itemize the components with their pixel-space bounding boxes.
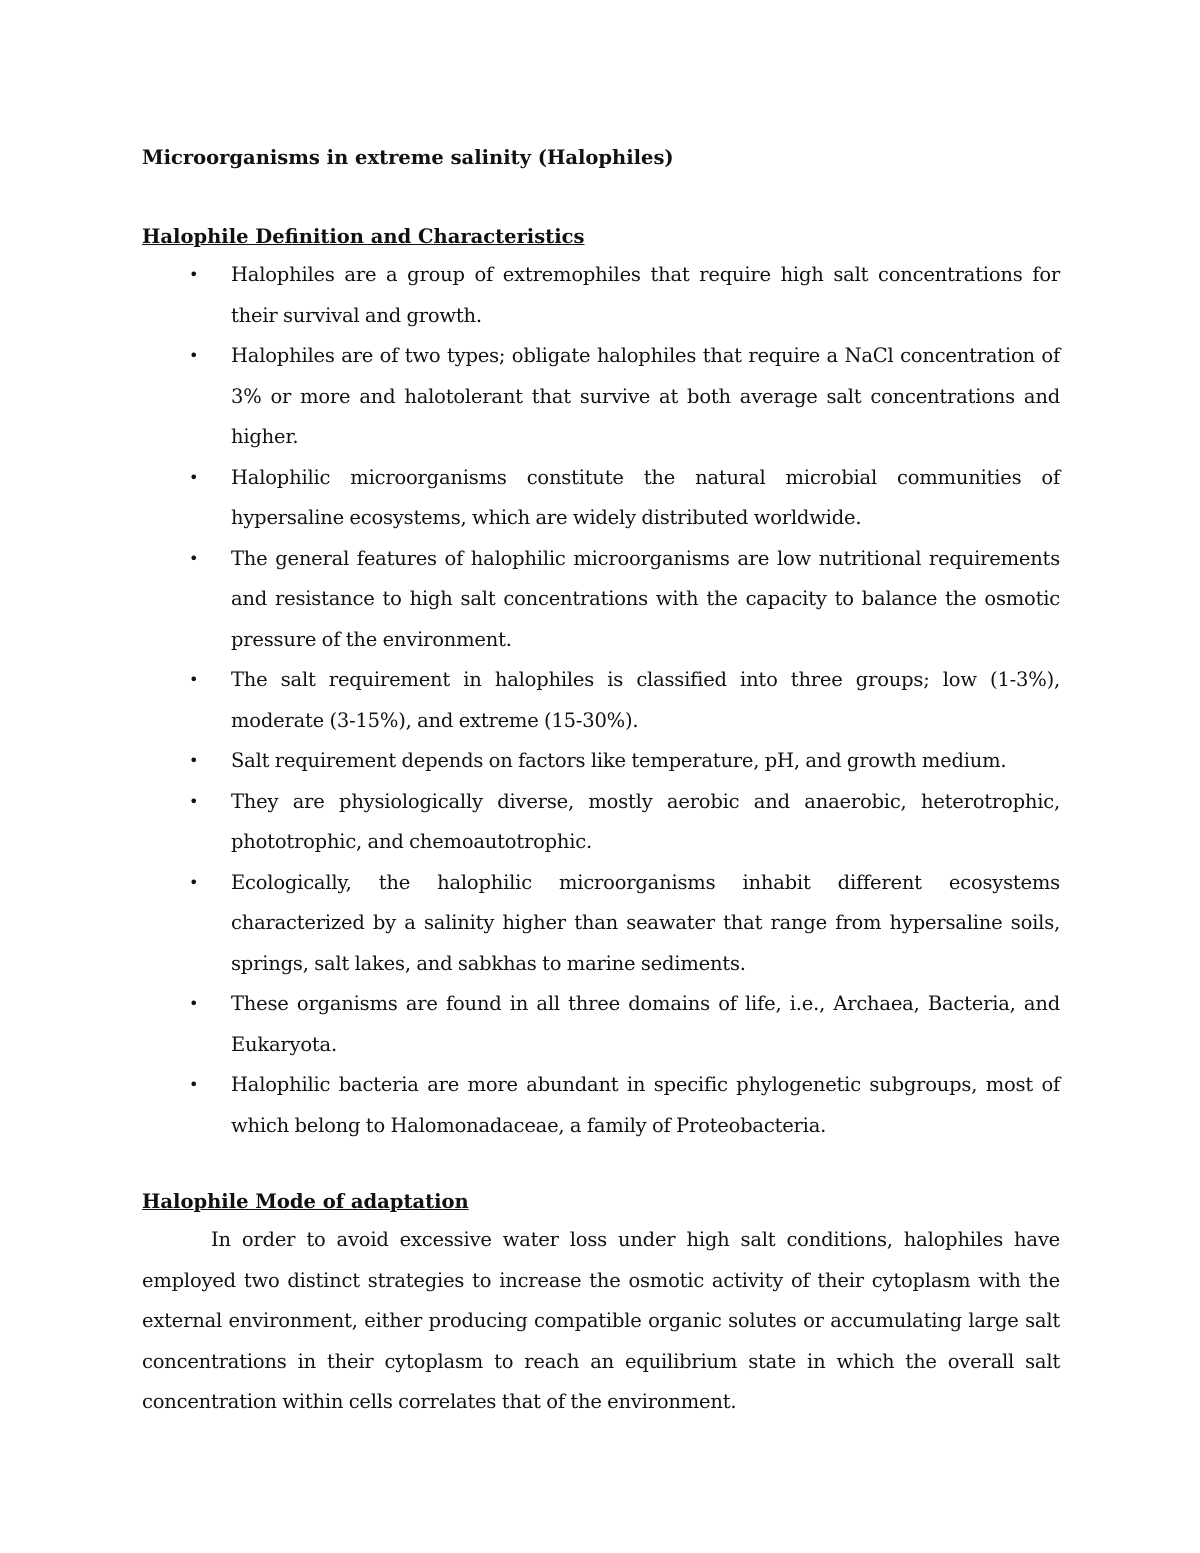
bullet-icon: • bbox=[189, 265, 199, 284]
bullet-icon: • bbox=[189, 1075, 199, 1094]
list-item bbox=[142, 741, 1060, 782]
list-item-text: Halophiles are of two types; obligate halophiles that require a NaCl concentration of 3% or more and halotolerant that survive at both average salt concentrations and higher. bbox=[231, 344, 1060, 448]
bullet-icon: • bbox=[189, 346, 199, 365]
adaptation-paragraph: In order to avoid excessive water loss under high salt conditions, halophiles have employed two distinct strategies to increase the osmotic activity of their cytoplasm with the external environment, either producing compatible organic solutes or accumulating large salt concentrations in their cytoplasm to reach an equilibrium state in which the overall salt concentration within cells correlates that of the environment. bbox=[142, 1228, 1060, 1413]
list-item-text: Halophiles are a group of extremophiles that require high salt concentrations for their survival and growth. bbox=[231, 263, 1060, 327]
list-item bbox=[142, 255, 1060, 336]
section-heading-definition: Halophile Definition and Characteristics bbox=[142, 225, 585, 248]
bullet-icon: • bbox=[189, 994, 199, 1013]
list-item bbox=[142, 458, 1060, 539]
list-item-text: The salt requirement in halophiles is classified into three groups; low (1-3%), moderate (3-15%), and extreme (15-30%). bbox=[231, 668, 1060, 732]
document-page bbox=[142, 140, 1060, 1423]
bullet-icon: • bbox=[189, 467, 199, 487]
list-item-text: These organisms are found in all three domains of life, i.e., Archaea, Bacteria, and Eukaryota. bbox=[231, 992, 1060, 1056]
document-title: Microorganisms in extreme salinity (Halophiles) bbox=[142, 146, 674, 169]
bullet-icon: • bbox=[189, 791, 199, 811]
bullet-icon: • bbox=[189, 751, 199, 770]
section-heading-adaptation: Halophile Mode of adaptation bbox=[142, 1190, 469, 1213]
bullet-icon: • bbox=[189, 670, 199, 689]
list-item-text: They are physiologically diverse, mostly aerobic and anaerobic, heterotrophic, phototrophic, and chemoautotrophic. bbox=[231, 789, 1060, 853]
characteristics-list bbox=[142, 255, 1060, 1146]
list-item-text: Halophilic microorganisms constitute the natural microbial communities of hypersaline ecosystems, which are widely distributed worldwide. bbox=[231, 465, 1060, 529]
list-item bbox=[142, 984, 1060, 1065]
list-item-text: Halophilic bacteria are more abundant in specific phylogenetic subgroups, most of which belong to Halomonadaceae, a family of Proteobacteria. bbox=[231, 1073, 1060, 1137]
list-item bbox=[142, 336, 1060, 458]
list-item bbox=[142, 660, 1060, 741]
list-item-text: Salt requirement depends on factors like temperature, pH, and growth medium. bbox=[231, 749, 1007, 772]
list-item bbox=[142, 539, 1060, 661]
list-item bbox=[142, 782, 1060, 863]
list-item bbox=[142, 1065, 1060, 1146]
list-item-text: Ecologically, the halophilic microorganisms inhabit different ecosystems characterized by a salinity higher than seawater that range from hypersaline soils, springs, salt lakes, and sabkhas to marine sediments. bbox=[231, 870, 1060, 975]
list-item-text: The general features of halophilic microorganisms are low nutritional requirements and resistance to high salt concentrations with the capacity to balance the osmotic pressure of the environment. bbox=[231, 546, 1060, 651]
bullet-icon: • bbox=[189, 872, 199, 892]
list-item bbox=[142, 863, 1060, 985]
bullet-icon: • bbox=[189, 548, 199, 568]
